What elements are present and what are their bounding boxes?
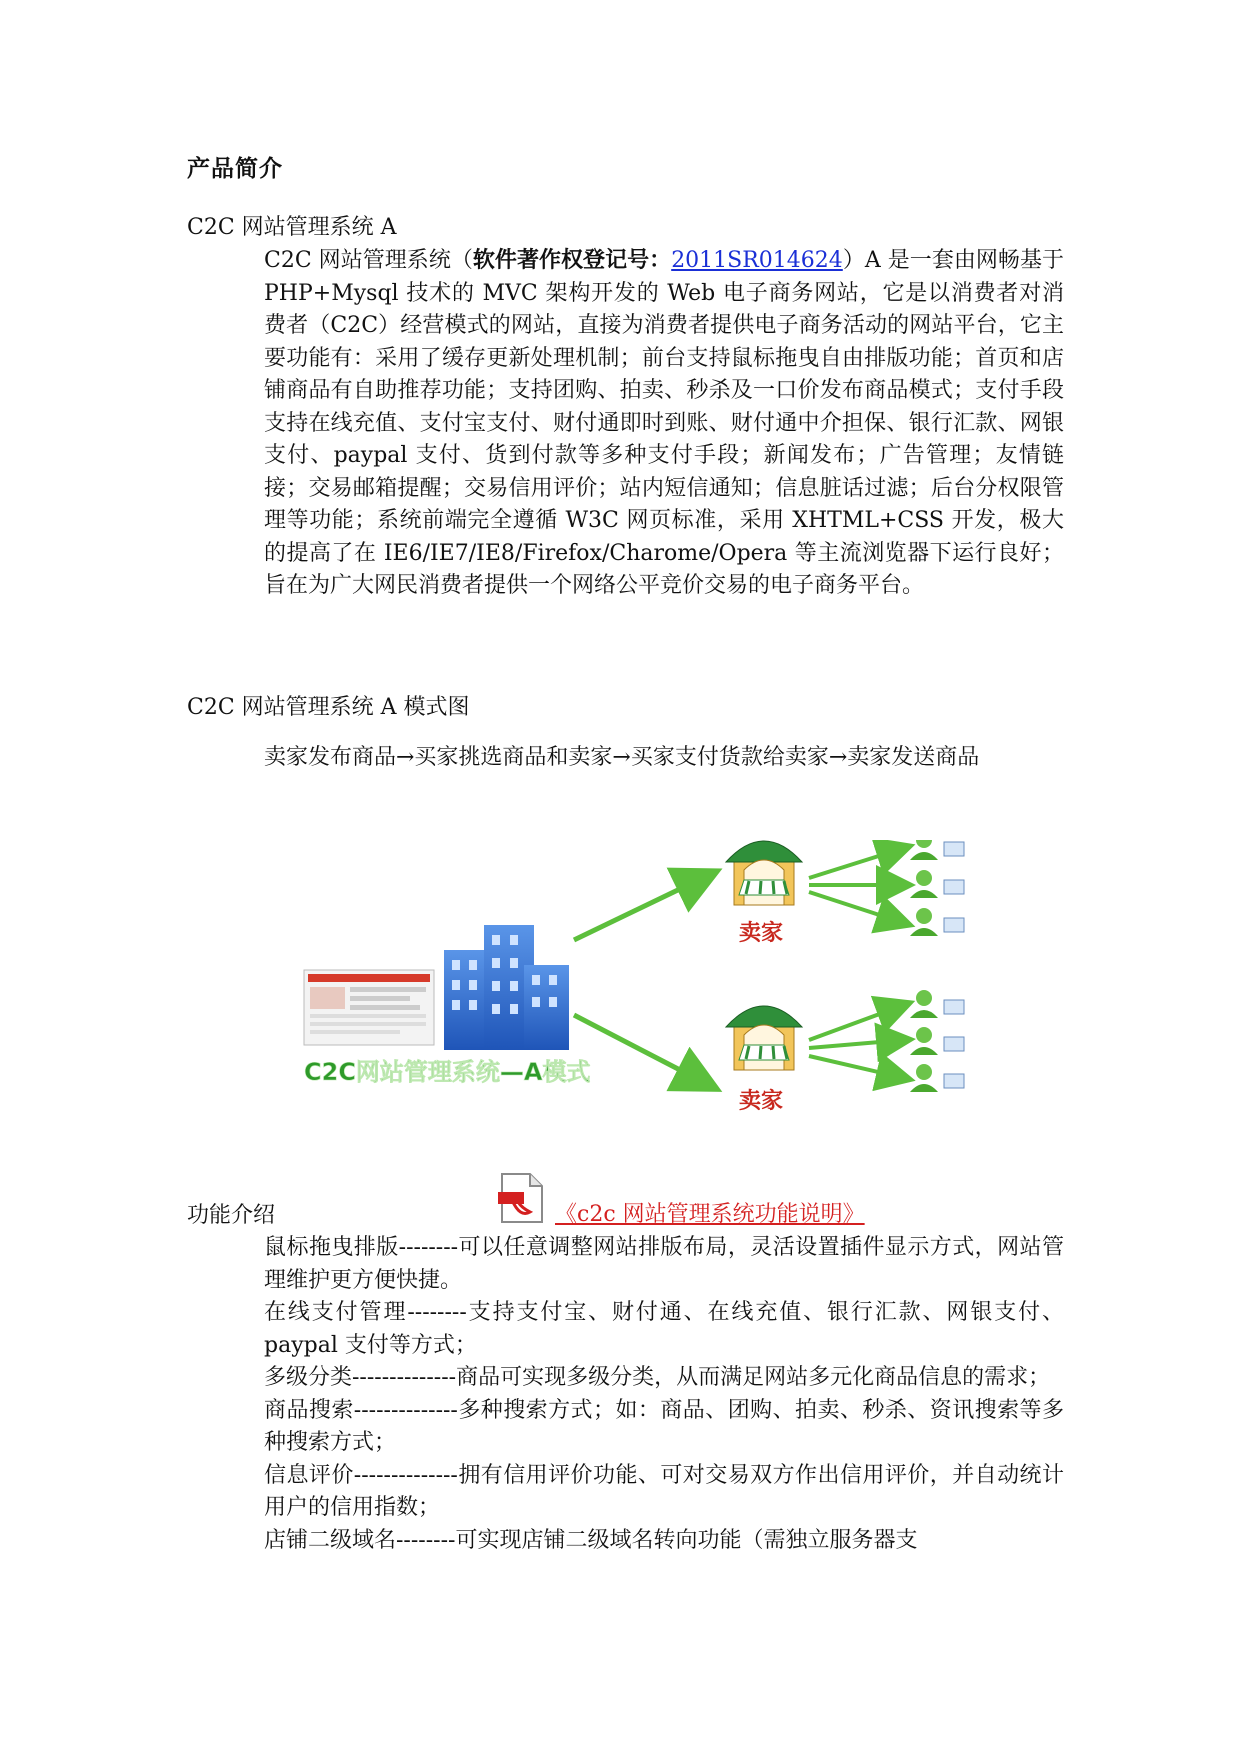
product-title: C2C 网站管理系统 A xyxy=(187,215,397,240)
arrow-to-buyer xyxy=(809,1056,904,1078)
intro-paragraph xyxy=(264,245,1064,603)
feature-item: 信息评价--------------拥有信用评价功能、可对交易双方作出信用评价，并自动统计用户的信用指数； xyxy=(264,1462,1064,1520)
buyer-user-icon xyxy=(910,1027,964,1055)
arrow-to-buyer xyxy=(809,1005,904,1040)
arrow-to-buyer xyxy=(809,1040,904,1048)
buyer-user-icon xyxy=(910,870,964,898)
mode-diagram xyxy=(264,840,1024,1170)
pdf-file-icon[interactable] xyxy=(496,1172,556,1224)
buyer-user-icon xyxy=(910,990,964,1018)
buyer-user-icon xyxy=(910,1064,964,1092)
feature-list xyxy=(264,1232,1064,1557)
flow-description: 卖家发布商品→买家挑选商品和卖家→买家支付货款给卖家→卖家发送商品 xyxy=(264,745,980,770)
feature-item: 在线支付管理--------支持支付宝、财付通、在线充值、银行汇款、网银支付、paypal 支付等方式； xyxy=(264,1300,1064,1358)
feature-item: 鼠标拖曳排版--------可以任意调整网站排版布局，灵活设置插件显示方式，网站管理维护更方便快捷。 xyxy=(264,1235,1064,1293)
building-icon xyxy=(444,925,569,1050)
feature-item: 商品搜索--------------多种搜索方式；如：商品、团购、拍卖、秒杀、资讯搜索等多种搜索方式； xyxy=(264,1397,1064,1455)
copyright-label: 软件著作权登记号： xyxy=(472,248,672,273)
arrow-to-buyer xyxy=(809,892,904,923)
intro-text-start: C2C 网站管理系统（ xyxy=(264,248,473,273)
seller-label-bottom: 卖家 xyxy=(739,1089,784,1114)
registration-number-link[interactable]: 2011SR014624 xyxy=(671,248,843,273)
seller-shop-icon xyxy=(726,1006,802,1070)
section-heading: 产品简介 xyxy=(187,156,283,182)
features-heading: 功能介绍 xyxy=(187,1203,276,1228)
website-thumbnail-icon xyxy=(304,970,434,1045)
arrow-to-seller-top xyxy=(574,875,709,940)
seller-shop-icon xyxy=(726,841,802,905)
mode-diagram-title: C2C 网站管理系统 A 模式图 xyxy=(187,695,470,720)
buyer-user-icon xyxy=(910,840,964,860)
feature-item: 店铺二级域名--------可实现店铺二级域名转向功能（需独立服务器支 xyxy=(264,1527,918,1553)
arrow-to-seller-bottom xyxy=(574,1015,709,1085)
system-mode-label: C2C网站管理系统—A模式 xyxy=(304,1058,591,1086)
seller-label-top: 卖家 xyxy=(739,921,784,946)
buyer-user-icon xyxy=(910,908,964,936)
arrow-to-buyer xyxy=(809,848,904,878)
intro-text-rest: ）A 是一套由网畅基于 PHP+Mysql 技术的 MVC 架构开发的 Web 电子商务网站，它是以消费者对消费者（C2C）经营模式的网站，直接为消费者提供电子商务活动的网站平台，它主要功能有：采用了缓存更新处理机制；前台支持鼠标拖曳自由排版功能；首页和店铺商品有自助推荐功能；支持团购、拍卖、秒杀及一口价发布商品模式；支付手段支持在线充值、支付宝支付、财付通即时到账、财付通中介担保、银行汇款、网银支付、paypal 支付、货到付款等多种支付手段；新闻发布；广告管理；友情链接；交易邮箱提醒；交易信用评价；站内短信通知；信息脏话过滤；后台分权限管理等功能；系统前端完全遵循 W3C 网页标准，采用 XHTML+CSS 开发，极大的提高了在 IE6/IE7/IE8/Firefox/Charome/Opera 等主流浏览器下运行良好；旨在为广大网民消费者提供一个网络公平竞价交易的电子商务平台。 xyxy=(264,248,1064,598)
function-doc-link[interactable]: 《c2c 网站管理系统功能说明》 xyxy=(555,1202,865,1227)
feature-item: 多级分类--------------商品可实现多级分类，从而满足网站多元化商品信息的需求； xyxy=(264,1365,1051,1390)
